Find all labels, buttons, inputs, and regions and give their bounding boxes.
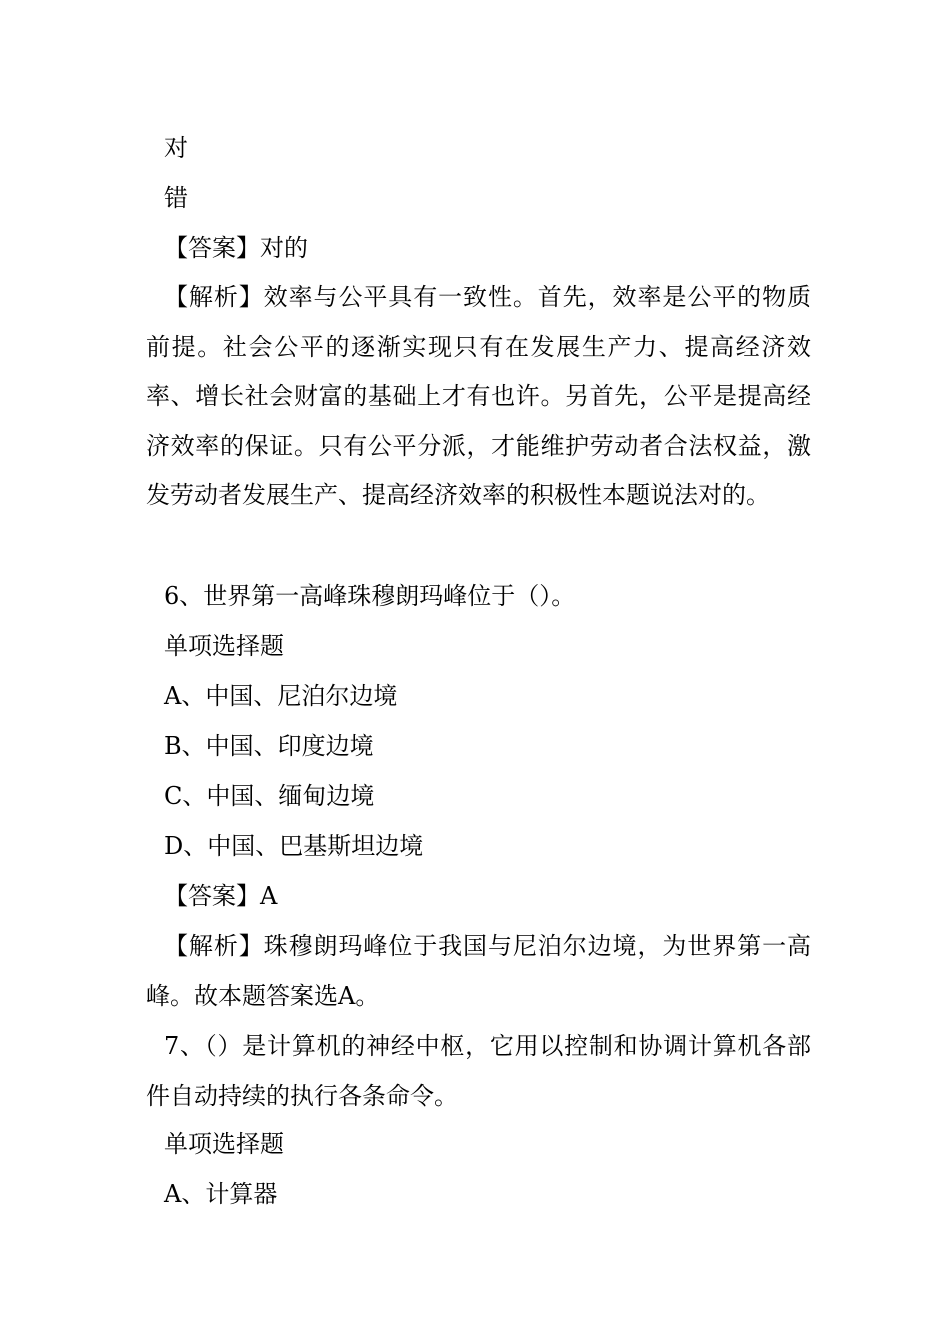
option-c-q6: C、中国、缅甸边境 [164, 782, 375, 810]
question-6-type: 单项选择题 [164, 632, 284, 660]
answer-q6: 【答案】A [164, 882, 278, 910]
question-7-type: 单项选择题 [164, 1130, 284, 1158]
option-a-q6: A、中国、尼泊尔边境 [164, 682, 398, 710]
option-false: 错 [164, 184, 188, 212]
option-a-q7: A、计算器 [164, 1180, 278, 1208]
option-b-q6: B、中国、印度边境 [164, 732, 374, 760]
answer-q5: 【答案】对的 [164, 234, 308, 262]
question-7: 7、（）是计算机的神经中枢，它用以控制和协调计算机各部件自动持续的执行各条命令。 [146, 1032, 811, 1110]
analysis-q6: 【解析】珠穆朗玛峰位于我国与尼泊尔边境，为世界第一高峰。故本题答案选A。 [146, 932, 811, 1010]
question-6: 6、世界第一高峰珠穆朗玛峰位于（）。 [164, 582, 576, 610]
analysis-q5: 【解析】效率与公平具有一致性。首先，效率是公平的物质前提。社会公平的逐渐实现只有在发展生产力、提高经济效率、增长社会财富的基础上才有也许。另首先，公平是提高经济效率的保证。只有公平分派，才能维护劳动者合法权益，激发劳动者发展生产、提高经济效率的积极性本题说法对的。 [146, 283, 811, 510]
option-true: 对 [164, 134, 188, 162]
option-d-q6: D、中国、巴基斯坦边境 [164, 832, 424, 860]
